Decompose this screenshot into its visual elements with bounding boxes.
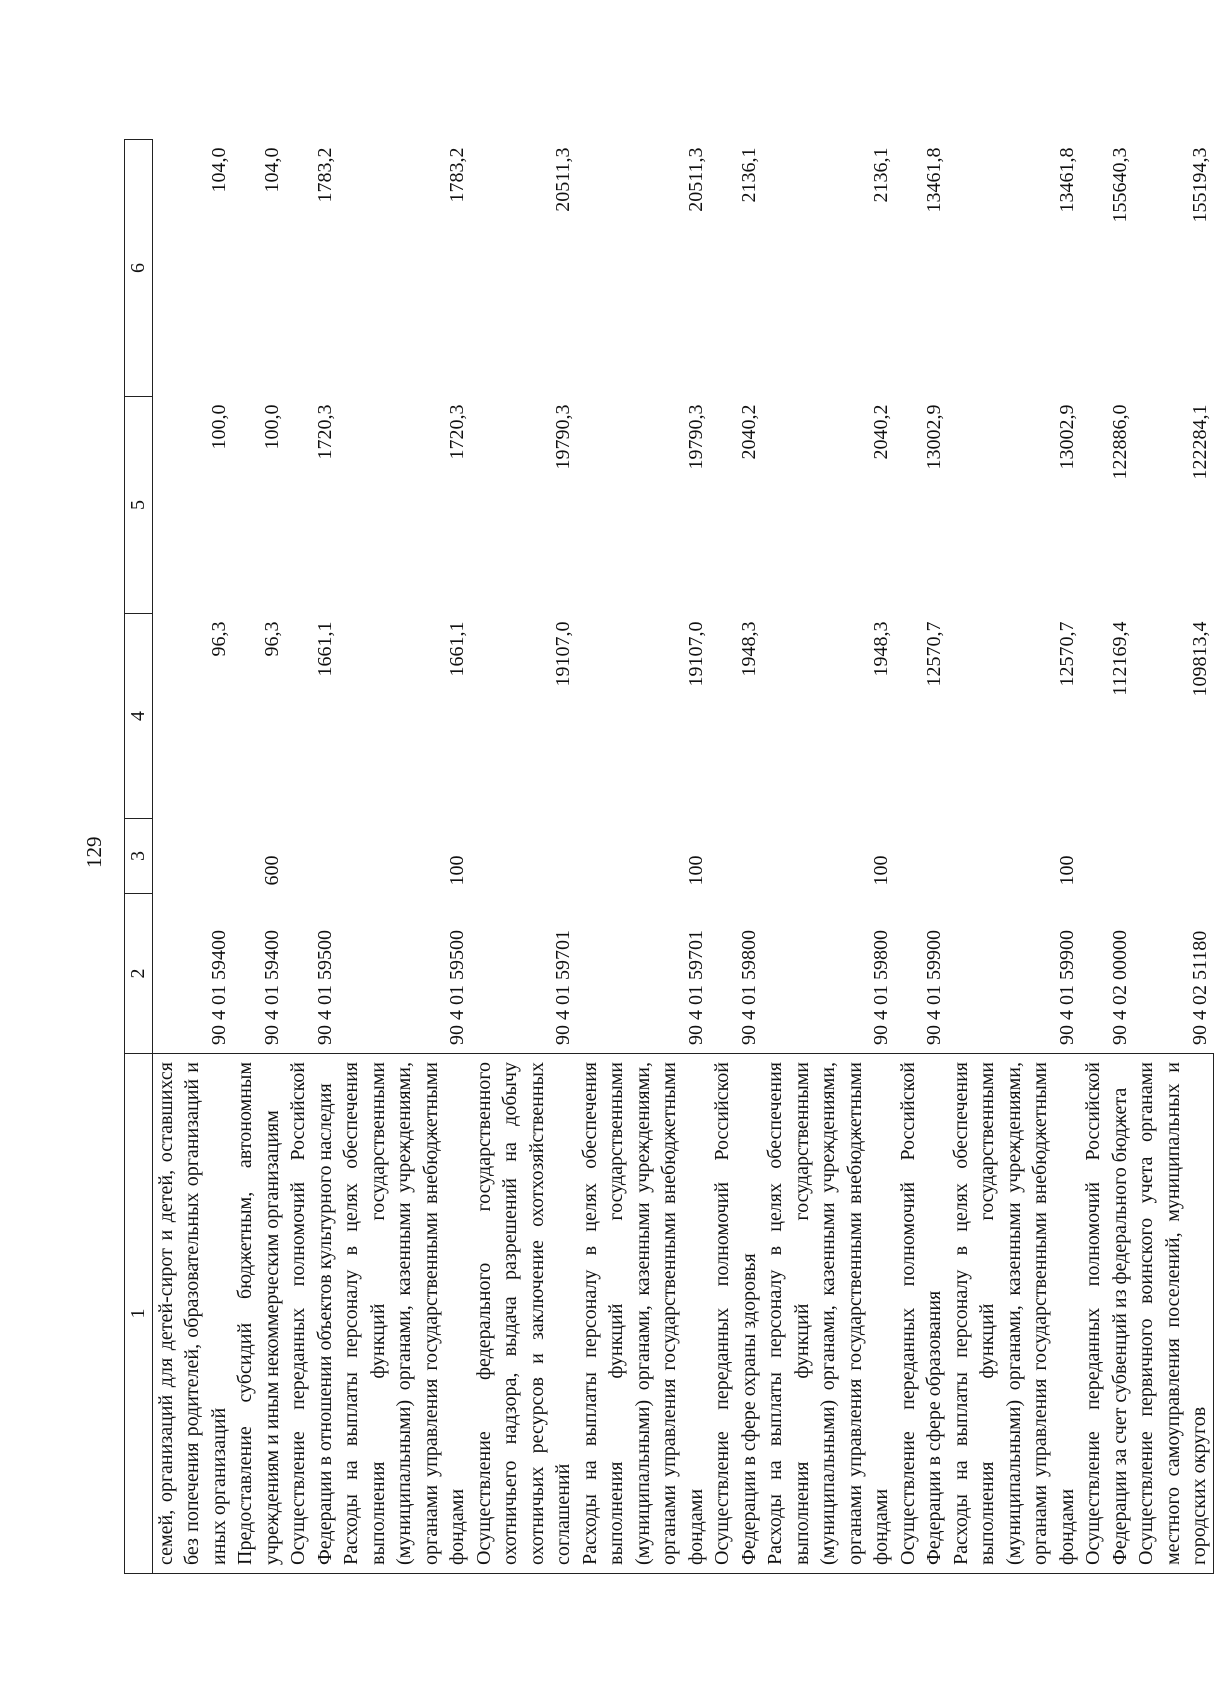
row-value-col4: 112169,4 [1108, 621, 1131, 696]
row-value-col5: 100,0 [260, 404, 283, 450]
table-row [1080, 140, 1133, 1574]
row-expense-type [152, 819, 232, 894]
table-row [285, 140, 338, 1574]
row-value-col6: 20511,3 [684, 147, 707, 212]
row-value-col5: 1720,3 [446, 404, 468, 460]
budget-table [124, 139, 1214, 1574]
row-description: Предоставление субсидий бюджетным, автономным учреждениям и иным некоммерческим организациям [232, 1054, 285, 1574]
row-value-col4: 96,3 [207, 621, 230, 657]
row-value-col5: 13002,9 [1055, 404, 1078, 470]
row-expense-type [285, 819, 338, 894]
row-code: 90 4 01 59701 [684, 930, 707, 1045]
row-value-col6: 20511,3 [552, 147, 574, 212]
table-row [152, 140, 232, 1574]
col-header-4: 4 [125, 614, 153, 819]
row-description: Осуществление первичного воинского учета органами местного самоуправления поселений, муниципальных и городских округов [1133, 1054, 1213, 1574]
row-value-col5: 122284,1 [1188, 404, 1211, 480]
row-description: Осуществление переданных полномочий Российской Федерации в сфере образования [895, 1054, 948, 1574]
row-value-col6: 155640,3 [1108, 147, 1131, 223]
row-expense-type: 100 [1055, 855, 1078, 886]
table-row [232, 140, 285, 1574]
row-code: 90 4 01 59800 [737, 930, 760, 1045]
col-header-2: 2 [125, 894, 153, 1054]
row-value-col6: 155194,3 [1188, 147, 1211, 223]
row-code: 90 4 01 59400 [207, 930, 230, 1045]
row-value-col5: 122886,0 [1108, 404, 1131, 480]
page-number: 129 [82, 836, 106, 868]
row-value-col6: 13461,8 [1055, 147, 1078, 213]
col-header-6: 6 [125, 140, 153, 397]
row-value-col5: 13002,9 [923, 404, 945, 470]
row-code: 90 4 01 59500 [446, 930, 468, 1045]
table-row [948, 140, 1081, 1574]
table-row [709, 140, 762, 1574]
row-value-col4: 12570,7 [923, 621, 945, 687]
row-value-col6: 104,0 [207, 147, 230, 193]
row-description: Осуществление переданных полномочий Российской Федерации в отношении объектов культурного наследия [285, 1054, 338, 1574]
row-value-col4: 1661,1 [446, 621, 468, 677]
table-row [577, 140, 710, 1574]
row-code: 90 4 01 59500 [313, 930, 336, 1045]
row-value-col5: 2040,2 [737, 404, 760, 460]
row-description: Расходы на выплаты персоналу в целях обеспечения выполнения функций государственными (муниципальными) органами, казенными учреждениями, органами управления государственными внебюджетными фондами [762, 1054, 895, 1574]
col-header-1: 1 [125, 1054, 153, 1574]
row-code: 90 4 02 00000 [1108, 930, 1131, 1045]
row-description: Осуществление переданных полномочий Российской Федерации за счет субвенций из федерального бюджета [1080, 1054, 1133, 1574]
row-code: 90 4 01 59701 [552, 930, 574, 1045]
row-value-col4: 109813,4 [1188, 621, 1211, 697]
row-expense-type: 100 [446, 855, 468, 886]
row-description: семей, организаций для детей-сирот и детей, оставшихся без попечения родителей, образовательных организаций и иных организаций [152, 1054, 232, 1574]
table-row [471, 140, 577, 1574]
row-value-col4: 19107,0 [552, 621, 574, 687]
table-row [1133, 140, 1213, 1574]
row-expense-type [1080, 819, 1133, 894]
row-expense-type [709, 819, 762, 894]
row-description: Осуществление федерального государственного охотничьего надзора, выдача разрешений на добычу охотничьих ресурсов и заключение охотхозяйственных соглашений [471, 1054, 577, 1574]
row-value-col5: 19790,3 [684, 404, 707, 470]
row-value-col6: 13461,8 [923, 147, 945, 213]
row-expense-type: 600 [260, 855, 283, 886]
row-value-col4: 12570,7 [1055, 621, 1078, 687]
row-description: Расходы на выплаты персоналу в целях обеспечения выполнения функций государственными (муниципальными) органами, казенными учреждениями, органами управления государственными внебюджетными фондами [338, 1054, 471, 1574]
table-row [338, 140, 471, 1574]
row-value-col4: 96,3 [260, 621, 283, 657]
row-value-col5: 1720,3 [313, 404, 336, 460]
row-code: 90 4 02 51180 [1188, 930, 1211, 1045]
col-header-5: 5 [125, 397, 153, 614]
row-value-col6: 1783,2 [313, 147, 336, 203]
row-value-col6: 104,0 [260, 147, 283, 193]
row-value-col6: 1783,2 [446, 147, 468, 203]
row-value-col6: 2136,1 [737, 147, 760, 203]
row-value-col4: 19107,0 [684, 621, 707, 687]
row-value-col4: 1661,1 [313, 621, 336, 677]
row-code: 90 4 01 59400 [260, 930, 283, 1045]
row-description: Расходы на выплаты персоналу в целях обеспечения выполнения функций государственными (муниципальными) органами, казенными учреждениями, органами управления государственными внебюджетными фондами [577, 1054, 710, 1574]
table-row [762, 140, 895, 1574]
row-description: Осуществление переданных полномочий Российской Федерации в сфере охраны здоровья [709, 1054, 762, 1574]
row-code: 90 4 01 59800 [870, 930, 892, 1045]
row-value-col6: 2136,1 [870, 147, 892, 203]
row-expense-type: 100 [684, 855, 707, 886]
row-value-col5: 19790,3 [552, 404, 574, 470]
row-expense-type: 100 [870, 855, 892, 886]
row-value-col5: 2040,2 [870, 404, 892, 460]
row-code: 90 4 01 59900 [1055, 930, 1078, 1045]
row-expense-type [1133, 819, 1213, 894]
row-value-col4: 1948,3 [737, 621, 760, 677]
table-row [895, 140, 948, 1574]
row-expense-type [895, 819, 948, 894]
row-description: Расходы на выплаты персоналу в целях обеспечения выполнения функций государственными (муниципальными) органами, казенными учреждениями, органами управления государственными внебюджетными фондами [948, 1054, 1081, 1574]
row-value-col5: 100,0 [207, 404, 230, 450]
col-header-3: 3 [125, 819, 153, 894]
row-code: 90 4 01 59900 [923, 930, 945, 1045]
row-value-col4: 1948,3 [870, 621, 892, 677]
row-expense-type [471, 819, 577, 894]
header-row [125, 140, 153, 1574]
